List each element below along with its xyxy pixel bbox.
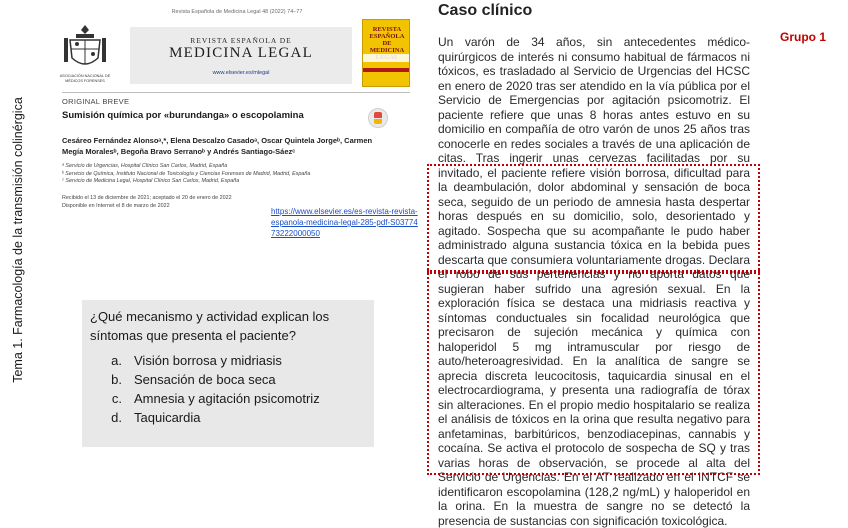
article-dates	[62, 195, 262, 210]
affiliation-line: ᵇ Servicio de Química, Instituto Nacional de Toxicología y Ciencias Forenses de Madrid, Madrid, España	[62, 170, 311, 177]
option-letter: a.	[111, 353, 122, 368]
options-list	[90, 351, 364, 427]
affiliation-line: ᵃ Servicio de Urgencias, Hospital Clínico San Carlos, Madrid, España	[62, 163, 228, 169]
option-text: Amnesia y agitación psicomotriz	[134, 391, 320, 406]
article-authors: Cesáreo Fernández Alonsoᵃ,*, Elena Descalzo Casadoᵃ, Oscar Quintela Jorgeᵇ, Carmen Megía Moralesᵇ, Begoña Bravo Serranoᵇ y Andrés Santiago-Sáezᶜ	[62, 136, 373, 156]
emblem-icon	[62, 22, 108, 74]
journal-citation: Revista Española de Medicina Legal 48 (2022) 74–77	[171, 9, 303, 15]
article-link[interactable]: https://www.elsevier.es/es-revista-revista-espanola-medicina-legal-285-pdf-S0377473222000050	[271, 207, 418, 238]
date-line: Disponible en Internet el 8 de marzo de 2022	[62, 202, 170, 209]
cover-stripe	[363, 68, 409, 72]
cover-band	[363, 54, 409, 62]
date-line: Recibido el 13 de diciembre de 2021; aceptado el 20 de enero de 2022	[62, 195, 232, 201]
emblem-caption: ASOCIACIÓN NACIONAL DE MÉDICOS FORENSES	[59, 74, 111, 83]
affiliation-line: ᶜ Servicio de Medicina Legal, Hospital Clínico San Carlos, Madrid, España	[62, 178, 240, 184]
option-c[interactable]	[90, 389, 364, 408]
option-letter: c.	[111, 391, 122, 406]
article-affiliations	[62, 163, 362, 186]
divider	[62, 92, 410, 93]
option-text: Taquicardia	[134, 410, 201, 425]
article-section: ORIGINAL BREVE	[62, 97, 130, 106]
highlight-box-symptoms	[427, 164, 760, 274]
option-letter: b.	[111, 372, 122, 387]
journal-cover-image	[362, 19, 410, 87]
cover-title: REVISTA ESPAÑOLA DE MEDICINA	[369, 26, 405, 54]
article-title: Sumisión química por «burundanga» o escopolamina	[62, 110, 304, 121]
option-letter: d.	[111, 410, 122, 425]
topic-label: Tema 1. Farmacología de la transmisión colinérgica	[11, 97, 25, 383]
option-text: Visión borrosa y midriasis	[134, 353, 282, 368]
journal-url[interactable]: www.elsevier.es/mlegal	[212, 70, 270, 76]
crossmark-icon[interactable]	[368, 108, 388, 128]
option-b[interactable]	[90, 370, 364, 389]
journal-header-sub: REVISTA ESPAÑOLA DE	[190, 36, 292, 45]
side-band	[0, 0, 35, 477]
journal-header-main: MEDICINA LEGAL	[169, 45, 313, 61]
question-text: ¿Qué mecanismo y actividad explican los síntomas que presenta el paciente?	[90, 309, 330, 343]
case-title: Caso clínico	[438, 2, 533, 19]
group-label: Grupo 1	[780, 30, 827, 44]
highlight-box-exploration	[427, 270, 760, 475]
option-text: Sensación de boca seca	[134, 372, 276, 387]
case-text: Un varón de 34 años, sin antecedentes médico-quirúrgicos de interés ni consumo habitual de fármacos ni tóxicos, es trasladado al Servicio de Urgencias del HCSC en enero de 2020 tras ser atendido en la vía pública por el Servicio de Emergencias por agitación psicomotriz. El paciente refiere que unas 8 horas antes estuvo en su domicilio en compañía de otro varón de unos 25 años tras conocerle en redes sociales a través de una aplicación de citas. Tras ingerir unas cervezas facilitadas por su invitado, el paciente refiere visión borrosa, dificultad para la deambulación, dolor abdominal y sensación de boca seca, seguido de un periodo de amnesia hasta despertar horas después en su domicilio, solo, desorientado y agitado. Sospecha que su acompañante le pudo haber administrado alguna sustancia tóxica en la bebida pues descarta que consumiera voluntariamente drogas. Declara el robo de sus pertenencias y no aporta datos que sugieran haber sufrido una agresión sexual. En la exploración física se destaca una midriasis reactiva y síntomas conductuales sin focalidad neurológica que precisaron de sujeción mecánica y química con haloperidol 5 mg intramuscular por riesgo de auto/heteroagresividad. En la analítica de sangre se aprecia discreta leucocitosis, taquicardia sinusal en el electrocardiograma, y presenta una radiografía de tórax sin alteraciones. En el propio medio hospitalario se realiza el análisis de tóxicos en la orina que resulta negativo para anfetaminas, barbitúricos, benzodiacepinas, cannabis y cocaína. Se activa el protocolo de sospecha de SQ y tras varias horas de observación, se procede al alta del Servicio de Urgencias. En el AT realizado en el INTCF se identificaron escopolamina (128,2 ng/mL) y haloperidol en la orina. En la muestra de sangre no se detectó la presencia de sustancias con significación toxicológica.	[438, 35, 750, 528]
option-a[interactable]	[90, 351, 364, 370]
journal-header	[130, 27, 352, 84]
question-box	[82, 300, 374, 447]
option-d[interactable]	[90, 408, 364, 427]
